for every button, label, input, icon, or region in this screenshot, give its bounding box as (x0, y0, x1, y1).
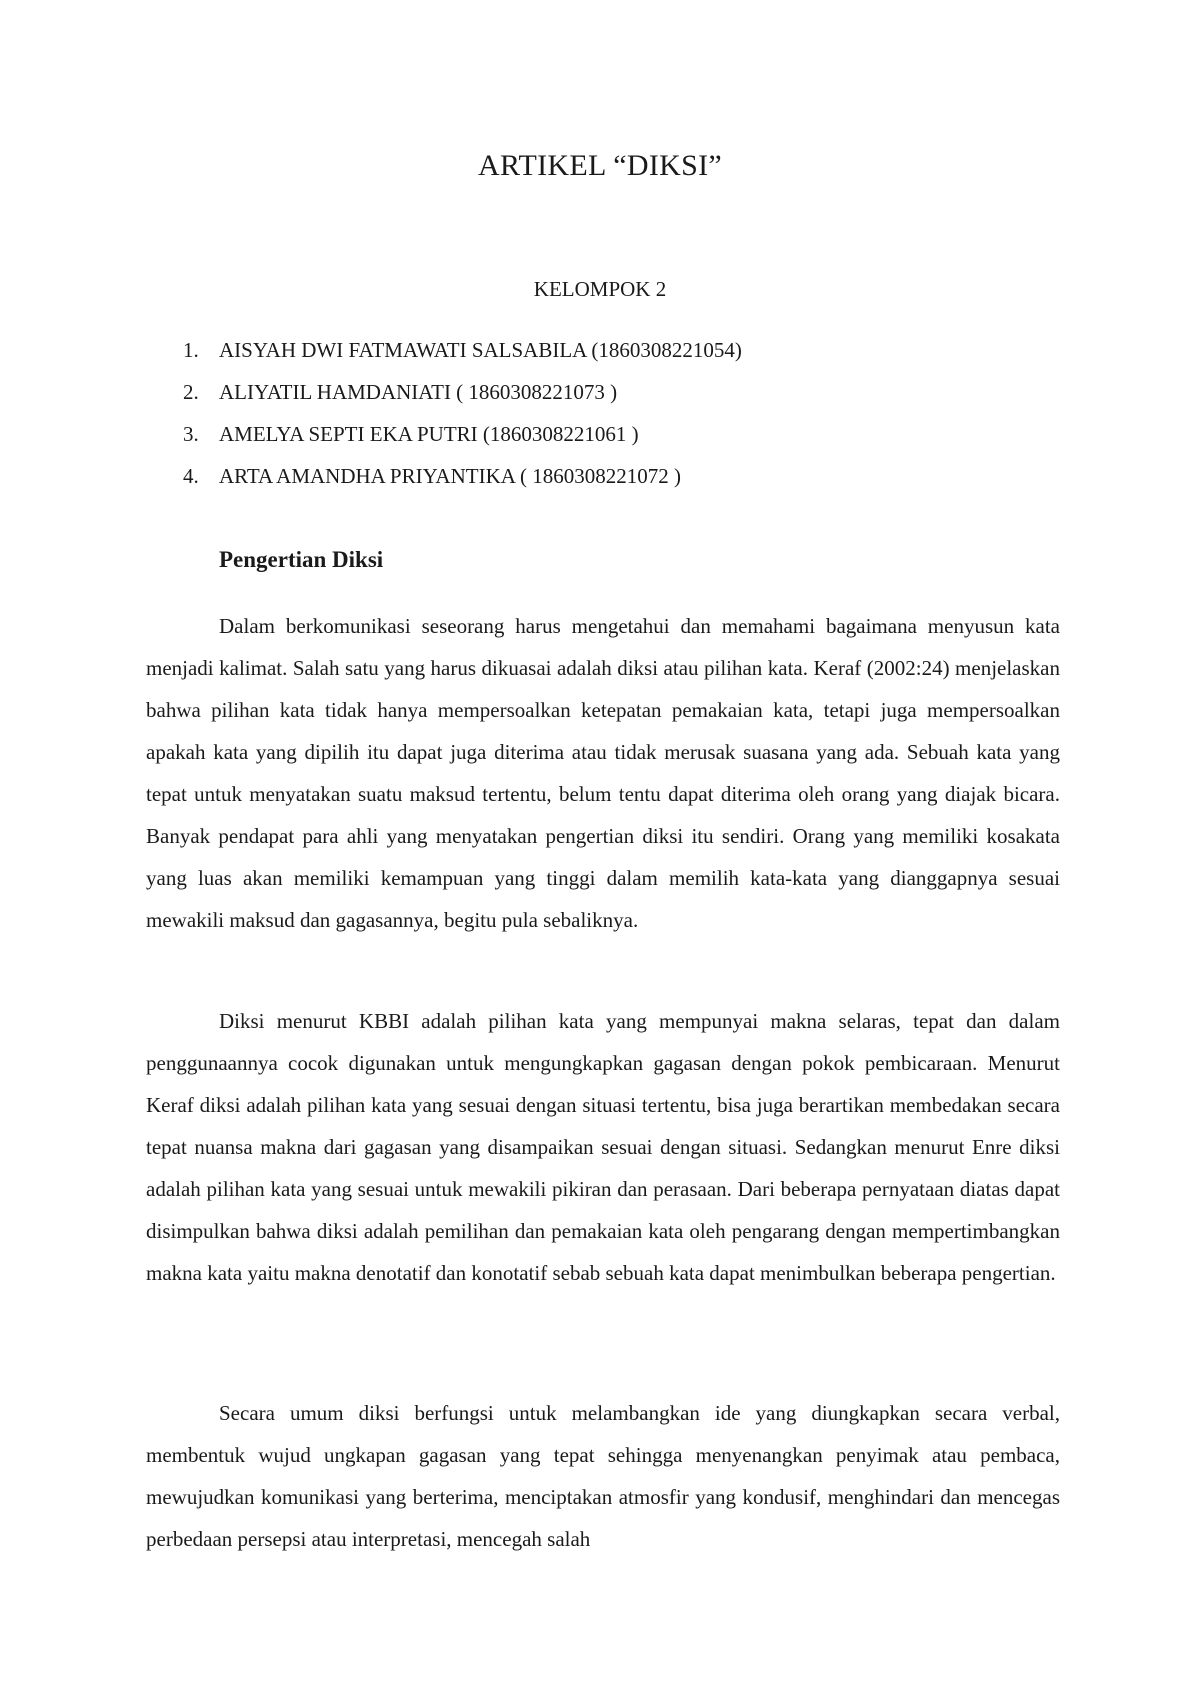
member-list (175, 334, 1075, 502)
body-paragraph-block (146, 1392, 1060, 1577)
list-item (175, 460, 1075, 502)
body-paragraph: Secara umum diksi berfungsi untuk melambangkan ide yang diungkapkan secara verbal, membentuk wujud ungkapan gagasan yang tepat sehingga menyenangkan penyimak atau pembaca, mewujudkan komunikasi yang berterima, menciptakan atmosfir yang kondusif, menghindari dan mencegas perbedaan persepsi atau interpretasi, mencegah salah (146, 1401, 1060, 1551)
body-paragraph-block (146, 1000, 1060, 1311)
body-paragraph: Dalam berkomunikasi seseorang harus mengetahui dan memahami bagaimana menyusun kata menjadi kalimat. Salah satu yang harus dikuasai adalah diksi atau pilihan kata. Keraf (2002:24) menjelaskan bahwa pilihan kata tidak hanya mempersoalkan ketepatan pemakaian kata, tetapi juga mempersoalkan apakah kata yang dipilih itu dapat juga diterima atau tidak merusak suasana yang ada. Sebuah kata yang tepat untuk menyatakan suatu maksud tertentu, belum tentu dapat diterima oleh orang yang diajak bicara. Banyak pendapat para ahli yang menyatakan pengertian diksi itu sendiri. Orang yang memiliki kosakata yang luas akan memiliki kemampuan yang tinggi dalam memilih kata-kata yang dianggapnya sesuai mewakili maksud dan gagasannya, begitu pula sebaliknya. (146, 614, 1060, 932)
document-title: ARTIKEL “DIKSI” (477, 149, 723, 182)
list-number: 1. (183, 338, 199, 362)
list-number: 2. (183, 380, 199, 404)
section-heading: Pengertian Diksi (219, 547, 384, 572)
list-item (175, 376, 1075, 418)
list-item (175, 418, 1075, 460)
member-name: ALIYATIL HAMDANIATI ( 1860308221073 ) (219, 380, 618, 404)
group-label: KELOMPOK 2 (533, 277, 667, 301)
member-name: AMELYA SEPTI EKA PUTRI (1860308221061 ) (219, 422, 639, 446)
body-paragraph-block (146, 605, 1060, 958)
body-paragraph: Diksi menurut KBBI adalah pilihan kata yang mempunyai makna selaras, tepat dan dalam penggunaannya cocok digunakan untuk mengungkapkan gagasan dengan pokok pembicaraan. Menurut Keraf diksi adalah pilihan kata yang sesuai dengan situasi tertentu, bisa juga berartikan membedakan secara tepat nuansa makna dari gagasan yang disampaikan sesuai dengan situasi. Sedangkan menurut Enre diksi adalah pilihan kata yang sesuai untuk mewakili pikiran dan perasaan. Dari beberapa pernyataan diatas dapat disimpulkan bahwa diksi adalah pemilihan dan pemakaian kata oleh pengarang dengan mempertimbangkan makna kata yaitu makna denotatif dan konotatif sebab sebuah kata dapat menimbulkan beberapa pengertian. (146, 1009, 1060, 1285)
list-number: 4. (183, 464, 199, 488)
member-name: AISYAH DWI FATMAWATI SALSABILA (1860308221054) (219, 338, 742, 362)
list-item (175, 334, 1075, 376)
list-number: 3. (183, 422, 199, 446)
member-name: ARTA AMANDHA PRIYANTIKA ( 1860308221072 ) (219, 464, 681, 488)
